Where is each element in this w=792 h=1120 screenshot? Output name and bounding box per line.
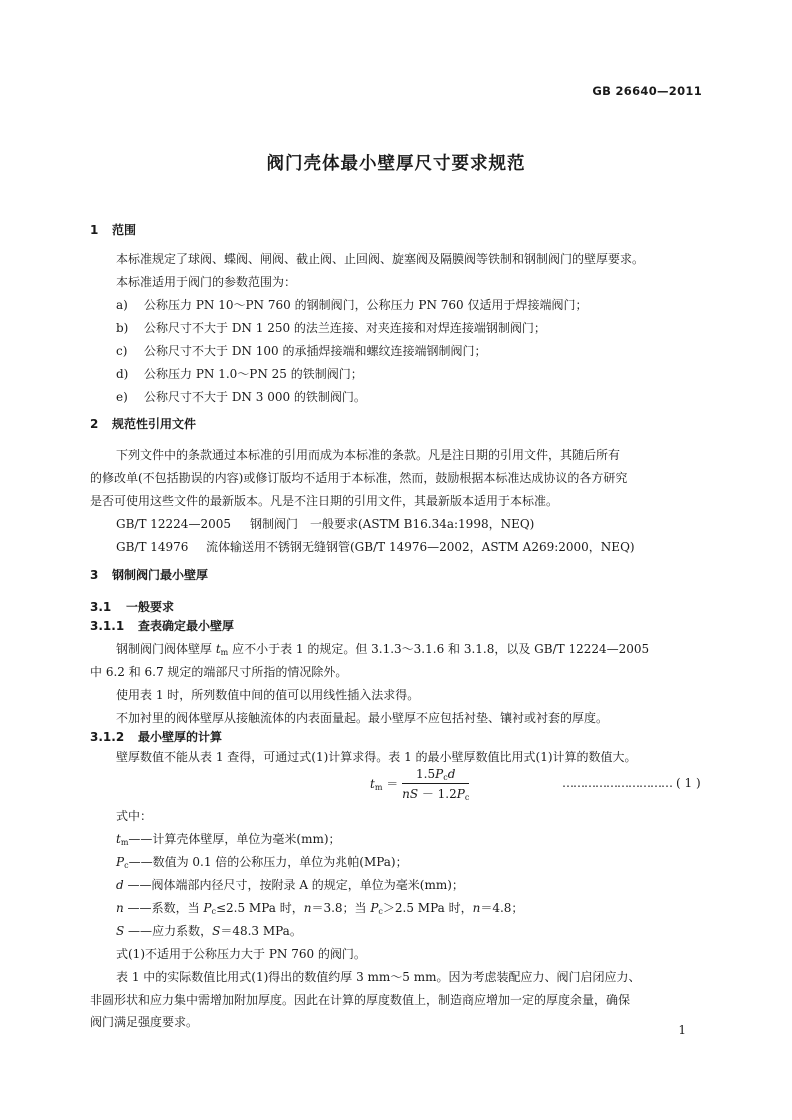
paragraph-line: 不加衬里的阀体壁厚从接触流体的内表面量起。最小壁厚不应包括衬垫、镶衬或衬套的厚度。	[116, 711, 609, 725]
paragraph-line: 下列文件中的条款通过本标准的引用而成为本标准的条款。凡是注日期的引用文件，其随后所有	[116, 448, 621, 462]
definition-item	[116, 853, 408, 870]
equals-sign: ＝	[386, 777, 399, 791]
symbol-p: P	[116, 855, 125, 869]
standard-code: GB 26640—2011	[592, 84, 702, 98]
symbol-t: t	[215, 642, 221, 656]
text: 应不小于表 1 的规定。但 3.1.3～3.1.6 和 3.1.8，以及 GB/T 12224—2005	[228, 642, 650, 656]
list-item	[116, 388, 366, 405]
list-marker: c)	[116, 344, 128, 358]
fraction	[402, 767, 469, 802]
subsection-number: 3.1	[90, 600, 112, 614]
where-label: 式中：	[116, 809, 153, 823]
text: ＝48.3 MPa。	[220, 924, 302, 938]
section-1-heading	[90, 221, 136, 238]
list-text: 公称压力 PN 1.0～PN 25 的铁制阀门；	[144, 367, 363, 381]
subsection-3-1-heading	[90, 598, 174, 615]
symbol-d: d	[447, 767, 456, 781]
dash: ——	[123, 901, 152, 915]
list-text: 公称尺寸不大于 DN 100 的承插焊接端和螺纹连接端钢制阀门；	[144, 344, 487, 358]
definition-item	[116, 876, 464, 893]
section-3-heading	[90, 566, 208, 583]
denominator	[402, 784, 469, 802]
subsection-title: 最小壁厚的计算	[138, 730, 223, 744]
reference-item	[116, 538, 635, 555]
section-2-heading	[90, 415, 196, 432]
paragraph-line: 阀门满足强度要求。	[90, 1015, 199, 1029]
note-paragraph: 式(1)不适用于公称压力大于 PN 760 的阀门。	[116, 947, 366, 961]
subscript: c	[211, 907, 216, 916]
subscript: c	[124, 861, 129, 870]
list-marker: a)	[116, 298, 128, 312]
list-item	[116, 365, 363, 382]
paragraph-line: 是否可使用这些文件的最新版本。凡是不注日期的引用文件，其最新版本适用于本标准。	[90, 494, 559, 508]
subsection-number: 3.1.2	[90, 730, 125, 744]
text: ＝4.8；	[480, 901, 524, 915]
subscript: c	[464, 793, 470, 802]
list-text: 公称尺寸不大于 DN 3 000 的铁制阀门。	[144, 390, 366, 404]
section-number: 3	[90, 568, 99, 582]
symbol-s: S	[212, 924, 221, 938]
paragraph: 本标准规定了球阀、蝶阀、闸阀、截止阀、止回阀、旋塞阀及隔膜阀等铁制和钢制阀门的壁厚要求。	[116, 252, 645, 266]
definition-text: 数值为 0.1 倍的公称压力，单位为兆帕(MPa)；	[152, 855, 408, 869]
reference-item	[116, 515, 534, 532]
paragraph-line: 中 6.2 和 6.7 规定的端部尺寸所指的情况除外。	[90, 665, 348, 679]
definition-text: 计算壳体壁厚，单位为毫米(mm)；	[152, 832, 341, 846]
symbol-p: P	[435, 767, 444, 781]
definition-item	[116, 899, 523, 916]
paragraph-line	[116, 640, 649, 657]
list-marker: d)	[116, 367, 129, 381]
formula-1	[370, 767, 469, 802]
symbol-n: n	[472, 901, 481, 915]
dash: ——	[123, 878, 152, 892]
list-item	[116, 296, 588, 313]
definition-item	[116, 922, 302, 939]
text: 应力系数，	[152, 924, 213, 938]
page-number: 1	[678, 1023, 686, 1037]
dash: ——	[124, 924, 153, 938]
list-item	[116, 319, 546, 336]
definition-text: 阀体端部内径尺寸，按附录 A 的规定，单位为毫米(mm)；	[151, 878, 464, 892]
text: － 1.2	[418, 787, 457, 801]
reference-title: 钢制阀门 一般要求(ASTM B16.34a:1998，NEQ)	[250, 517, 535, 531]
formula-leader: …………………………	[562, 776, 672, 790]
text: ≤2.5 MPa 时，	[215, 901, 304, 915]
text: 系数，当	[151, 901, 204, 915]
subsection-3-1-1-heading	[90, 617, 234, 634]
reference-code: GB/T 14976	[116, 540, 189, 554]
subscript: m	[120, 838, 129, 847]
section-number: 2	[90, 417, 99, 431]
numerator	[402, 767, 469, 784]
list-marker: b)	[116, 321, 129, 335]
paragraph-line: 壁厚数值不能从表 1 查得，可通过式(1)计算求得。表 1 的最小壁厚数值比用式(1)计算的数值大。	[116, 750, 637, 764]
subsection-3-1-2-heading	[90, 728, 222, 745]
symbol-p: P	[203, 901, 212, 915]
subsection-title: 查表确定最小壁厚	[138, 619, 235, 633]
definition-item	[116, 830, 341, 847]
subsection-title: 一般要求	[126, 600, 175, 614]
symbol-t: t	[116, 832, 121, 846]
list-marker: e)	[116, 390, 128, 404]
formula-number: ( 1 )	[676, 776, 701, 790]
reference-code: GB/T 12224—2005	[116, 517, 231, 531]
dash: ——	[128, 855, 153, 869]
section-number: 1	[90, 223, 99, 237]
symbol-t: t	[370, 777, 375, 791]
symbol-s: S	[116, 924, 125, 938]
dash: ——	[128, 832, 153, 846]
symbol-p: P	[370, 901, 379, 915]
subscript: c	[443, 773, 448, 782]
subsection-number: 3.1.1	[90, 619, 125, 633]
subscript: c	[378, 907, 383, 916]
list-item	[116, 342, 486, 359]
paragraph-line: 使用表 1 时，所列数值中间的值可以用线性插入法求得。	[116, 688, 420, 702]
section-title: 钢制阀门最小壁厚	[112, 568, 209, 582]
paragraph-line: 非圆形状和应力集中需增加附加厚度。因此在计算的厚度数值上，制造商应增加一定的厚度余量，确保	[90, 993, 631, 1007]
list-text: 公称压力 PN 10～PN 760 的钢制阀门，公称压力 PN 760 仅适用于焊接端阀门；	[144, 298, 588, 312]
paragraph-line: 的修改单(不包括勘误的内容)或修订版均不适用于本标准，然而，鼓励根据本标准达成协议的各方研究	[90, 471, 628, 485]
symbol-n: n	[116, 901, 124, 915]
subscript: m	[220, 648, 229, 657]
symbol-ns: nS	[402, 787, 419, 801]
paragraph: 本标准适用于阀门的参数范围为：	[116, 275, 297, 289]
document-title: 阀门壳体最小壁厚尺寸要求规范	[266, 154, 526, 174]
symbol-p: P	[456, 787, 465, 801]
reference-title: 流体输送用不锈钢无缝钢管(GB/T 14976—2002，ASTM A269:2000，NEQ)	[206, 540, 635, 554]
paragraph-line: 表 1 中的实际数值比用式(1)得出的数值约厚 3 mm～5 mm。因为考虑装配应力、阀门启闭应力、	[116, 970, 641, 984]
text: ＝3.8；当	[311, 901, 371, 915]
symbol-n: n	[303, 901, 312, 915]
subscript: m	[374, 783, 383, 792]
section-title: 范围	[112, 223, 137, 237]
symbol-d: d	[116, 878, 124, 892]
text: 1.5	[416, 767, 436, 781]
text: ＞2.5 MPa 时，	[382, 901, 473, 915]
section-title: 规范性引用文件	[112, 417, 197, 431]
text: 钢制阀门阀体壁厚	[116, 642, 216, 656]
list-text: 公称尺寸不大于 DN 1 250 的法兰连接、对夹连接和对焊连接端钢制阀门；	[144, 321, 546, 335]
